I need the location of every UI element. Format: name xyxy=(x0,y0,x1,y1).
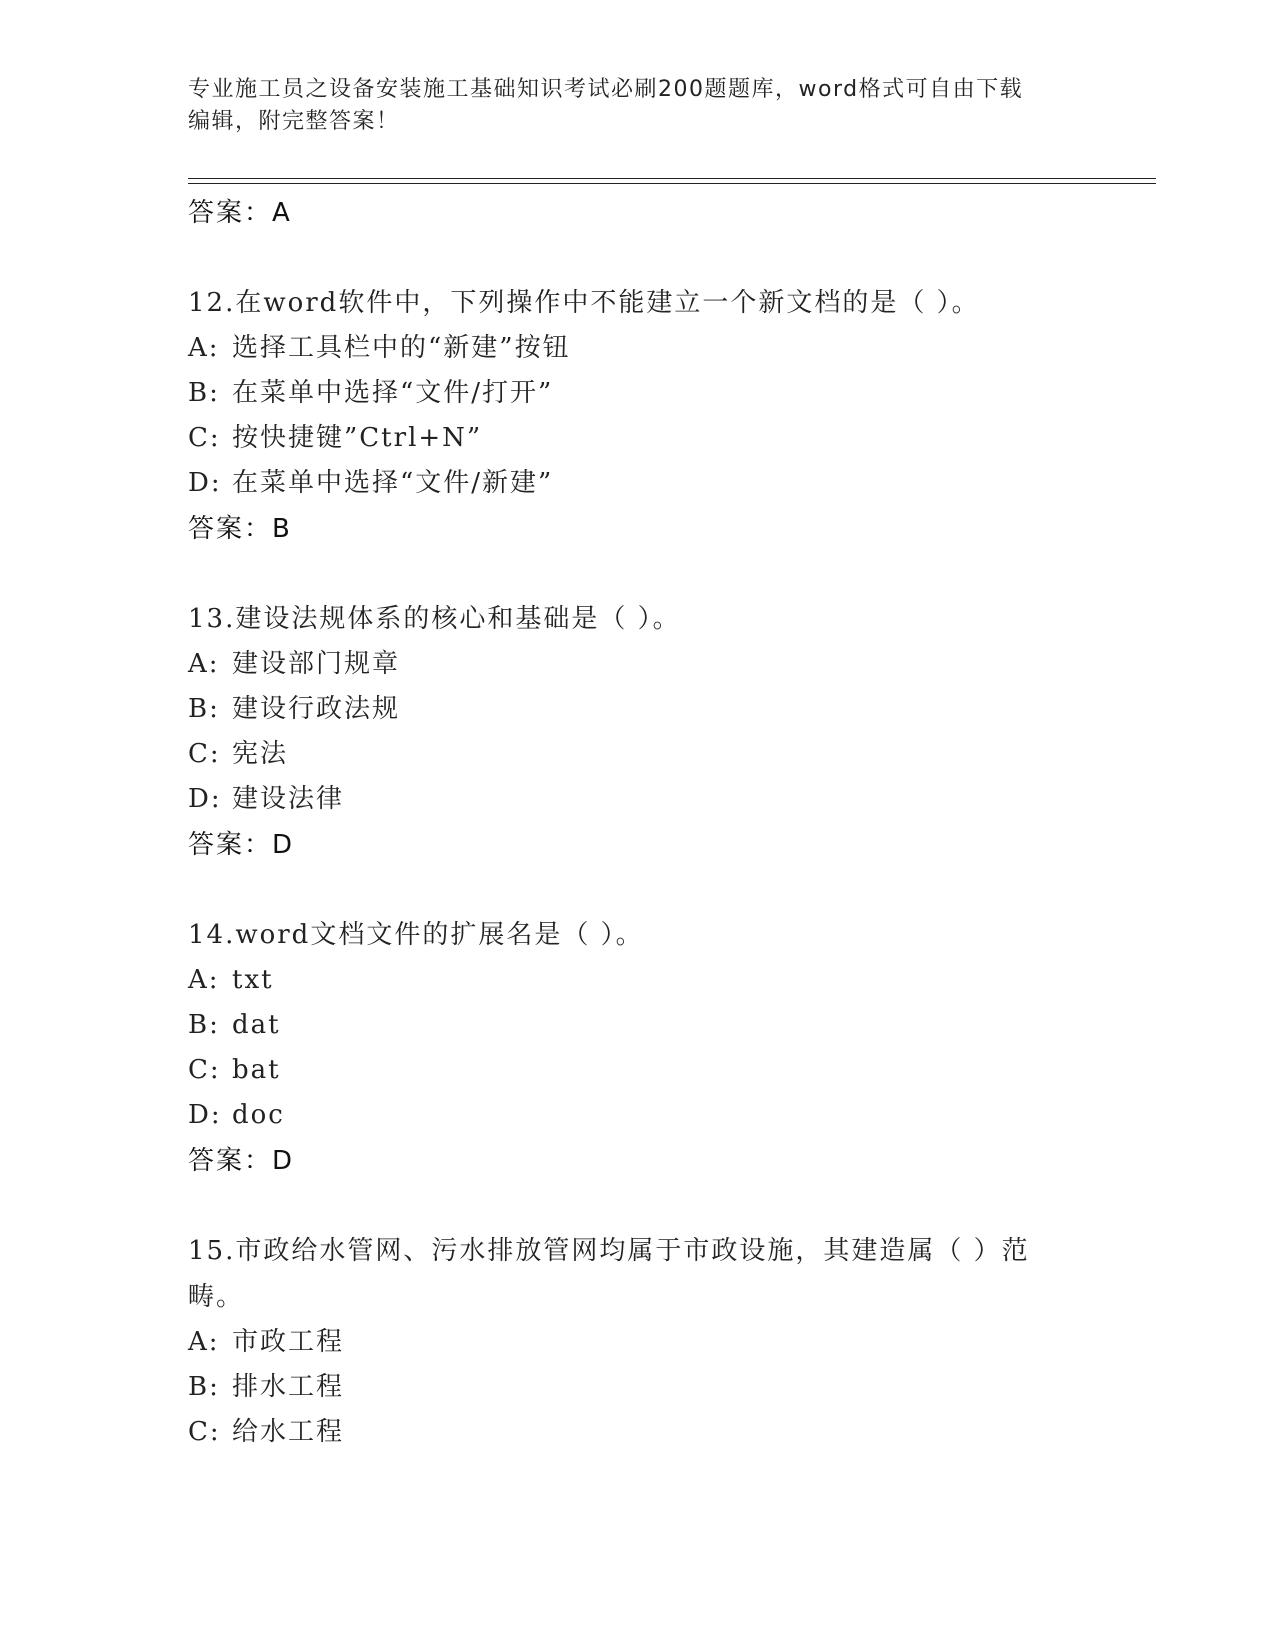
answer-14: 答案：D xyxy=(188,1146,295,1176)
option-text: txt xyxy=(232,965,274,995)
header-rule-top xyxy=(188,178,1156,179)
header-line-2: 编辑，附完整答案！ xyxy=(188,109,400,134)
question-text-line-2: 畴。 xyxy=(188,1282,245,1312)
question-text: 14.word文档文件的扩展名是（ ）。 xyxy=(188,920,644,950)
option-b xyxy=(188,1365,1088,1410)
header-rule-bottom xyxy=(188,183,1156,184)
answer-12: 答案：B xyxy=(188,514,292,544)
option-c xyxy=(188,732,1088,777)
answer-13: 答案：D xyxy=(188,830,295,860)
question-text: 13.建设法规体系的核心和基础是（ ）。 xyxy=(188,604,681,634)
option-letter: B: xyxy=(188,694,220,724)
option-d xyxy=(188,777,1088,822)
option-text: 在菜单中选择“文件/新建” xyxy=(232,468,554,498)
question-text-line-1: 15.市政给水管网、污水排放管网均属于市政设施，其建造属（ ）范 xyxy=(188,1236,1030,1266)
page-header xyxy=(188,74,1068,138)
option-letter: C: xyxy=(188,1417,221,1447)
option-a xyxy=(188,1320,1088,1365)
option-letter: C: xyxy=(188,739,221,769)
header-line-1: 专业施工员之设备安装施工基础知识考试必刷200题题库，word格式可自由下载 xyxy=(188,77,1024,102)
option-b xyxy=(188,687,1088,732)
option-text: 建设部门规章 xyxy=(232,649,401,679)
option-a xyxy=(188,326,1088,371)
question-12 xyxy=(188,280,1088,326)
option-d xyxy=(188,461,1088,506)
question-14 xyxy=(188,912,1088,958)
option-letter: B: xyxy=(188,378,220,408)
option-letter: D: xyxy=(188,468,222,498)
option-letter: A: xyxy=(188,965,220,995)
option-letter: B: xyxy=(188,1010,220,1040)
option-b xyxy=(188,1003,1088,1048)
question-13 xyxy=(188,596,1088,642)
option-text: 选择工具栏中的“新建”按钮 xyxy=(232,333,571,363)
option-letter: C: xyxy=(188,423,221,453)
option-d xyxy=(188,1093,1088,1138)
option-text: 宪法 xyxy=(232,739,289,769)
option-text: 市政工程 xyxy=(232,1327,345,1357)
question-text: 12.在word软件中，下列操作中不能建立一个新文档的是（ ）。 xyxy=(188,288,980,318)
option-letter: D: xyxy=(188,1100,222,1130)
option-text: 建设法律 xyxy=(232,784,345,814)
option-letter: A: xyxy=(188,333,220,363)
option-a xyxy=(188,958,1088,1003)
option-text: 给水工程 xyxy=(232,1417,345,1447)
option-a xyxy=(188,642,1088,687)
question-list xyxy=(188,190,1088,1455)
option-c xyxy=(188,1410,1088,1455)
option-letter: C: xyxy=(188,1055,221,1085)
option-letter: A: xyxy=(188,1327,220,1357)
option-text: doc xyxy=(232,1100,285,1130)
option-text: bat xyxy=(232,1055,281,1085)
option-text: 在菜单中选择“文件/打开” xyxy=(232,378,554,408)
option-text: 建设行政法规 xyxy=(232,694,401,724)
option-text: dat xyxy=(232,1010,281,1040)
option-text: 按快捷键”Ctrl+N” xyxy=(232,423,483,453)
question-15 xyxy=(188,1228,1088,1320)
option-letter: A: xyxy=(188,649,220,679)
option-text: 排水工程 xyxy=(232,1372,345,1402)
option-c xyxy=(188,416,1088,461)
option-letter: D: xyxy=(188,784,222,814)
option-b xyxy=(188,371,1088,416)
option-c xyxy=(188,1048,1088,1093)
option-letter: B: xyxy=(188,1372,220,1402)
previous-answer: 答案：A xyxy=(188,198,292,228)
